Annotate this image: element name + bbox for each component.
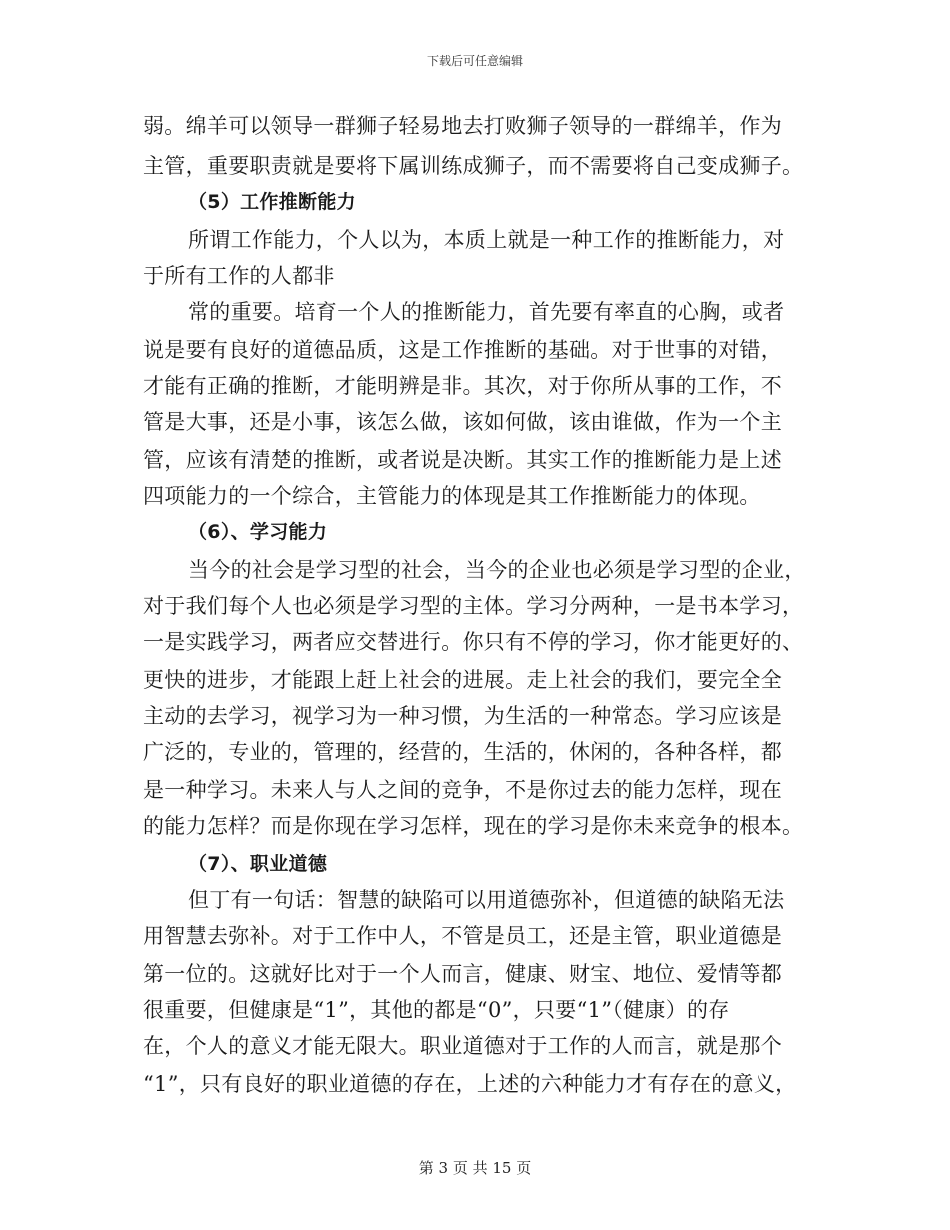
body-line: 一是实践学习，两者应交替进行。你只有不停的学习，你才能更好的、 — [143, 630, 804, 654]
page-header: 下载后可任意编辑 — [426, 54, 523, 68]
body-line: 管是大事，还是小事，该怎么做，该如何做，该由谁做，作为一个主 — [143, 410, 782, 434]
body-line: 常的重要。培育一个人的推断能力，首先要有率直的心胸，或者 — [188, 300, 785, 324]
body-line: 广泛的，专业的，管理的，经营的，生活的，休闲的，各种各样，都 — [143, 740, 782, 764]
body-line: 管，应该有清楚的推断，或者说是决断。其实工作的推断能力是上述 — [143, 448, 782, 472]
body-line: 弱。绵羊可以领导一群狮子轻易地去打败狮子领导的一群绵羊，作为 — [143, 114, 782, 138]
body-line: 说是要有良好的道德品质，这是工作推断的基础。对于世事的对错， — [143, 338, 782, 362]
body-line: 但丁有一句话：智慧的缺陷可以用道德弥补，但道德的缺陷无法 — [188, 888, 785, 912]
body-line: 对于我们每个人也必须是学习型的主体。学习分两种，一是书本学习， — [143, 594, 804, 618]
body-line: 很重要，但健康是“1”，其他的都是“0”，只要“1”（健康）的存 — [143, 998, 730, 1022]
body-line: 的能力怎样？而是你现在学习怎样，现在的学习是你未来竞争的根本。 — [143, 814, 804, 838]
body-line: 当今的社会是学习型的社会，当今的企业也必须是学习型的企业， — [188, 558, 806, 582]
section-heading: （6）、学习能力 — [188, 521, 328, 543]
section-heading: （7）、职业道德 — [188, 853, 328, 875]
body-line: 是一种学习。未来人与人之间的竞争，不是你过去的能力怎样，现在 — [143, 778, 782, 802]
body-line: 主动的去学习，视学习为一种习惯，为生活的一种常态。学习应该是 — [143, 704, 782, 728]
body-line: 在，个人的意义才能无限大。职业道德对于工作的人而言，就是那个 — [143, 1034, 782, 1058]
page-number: 第 3 页 共 15 页 — [418, 1159, 532, 1177]
body-line: 用智慧去弥补。对于工作中人，不管是员工，还是主管，职业道德是 — [143, 924, 782, 948]
body-line: 于所有工作的人都非 — [143, 264, 335, 288]
body-line: 四项能力的一个综合，主管能力的体现是其工作推断能力的体现。 — [143, 484, 761, 508]
body-line: 更快的进步，才能跟上赶上社会的进展。走上社会的我们，要完全全 — [143, 668, 782, 692]
body-line: 第一位的。这就好比对于一个人而言，健康、财宝、地位、爱情等都 — [143, 962, 782, 986]
body-line: “1”，只有良好的职业道德的存在，上述的六种能力才有存在的意义， — [143, 1072, 797, 1096]
body-line: 主管，重要职责就是要将下属训练成狮子，而不需要将自己变成狮子。 — [143, 154, 804, 178]
body-line: 才能有正确的推断，才能明辨是非。其次，对于你所从事的工作，不 — [143, 374, 782, 398]
section-heading: （5）工作推断能力 — [188, 191, 356, 213]
body-line: 所谓工作能力，个人以为，本质上就是一种工作的推断能力，对 — [188, 228, 785, 252]
